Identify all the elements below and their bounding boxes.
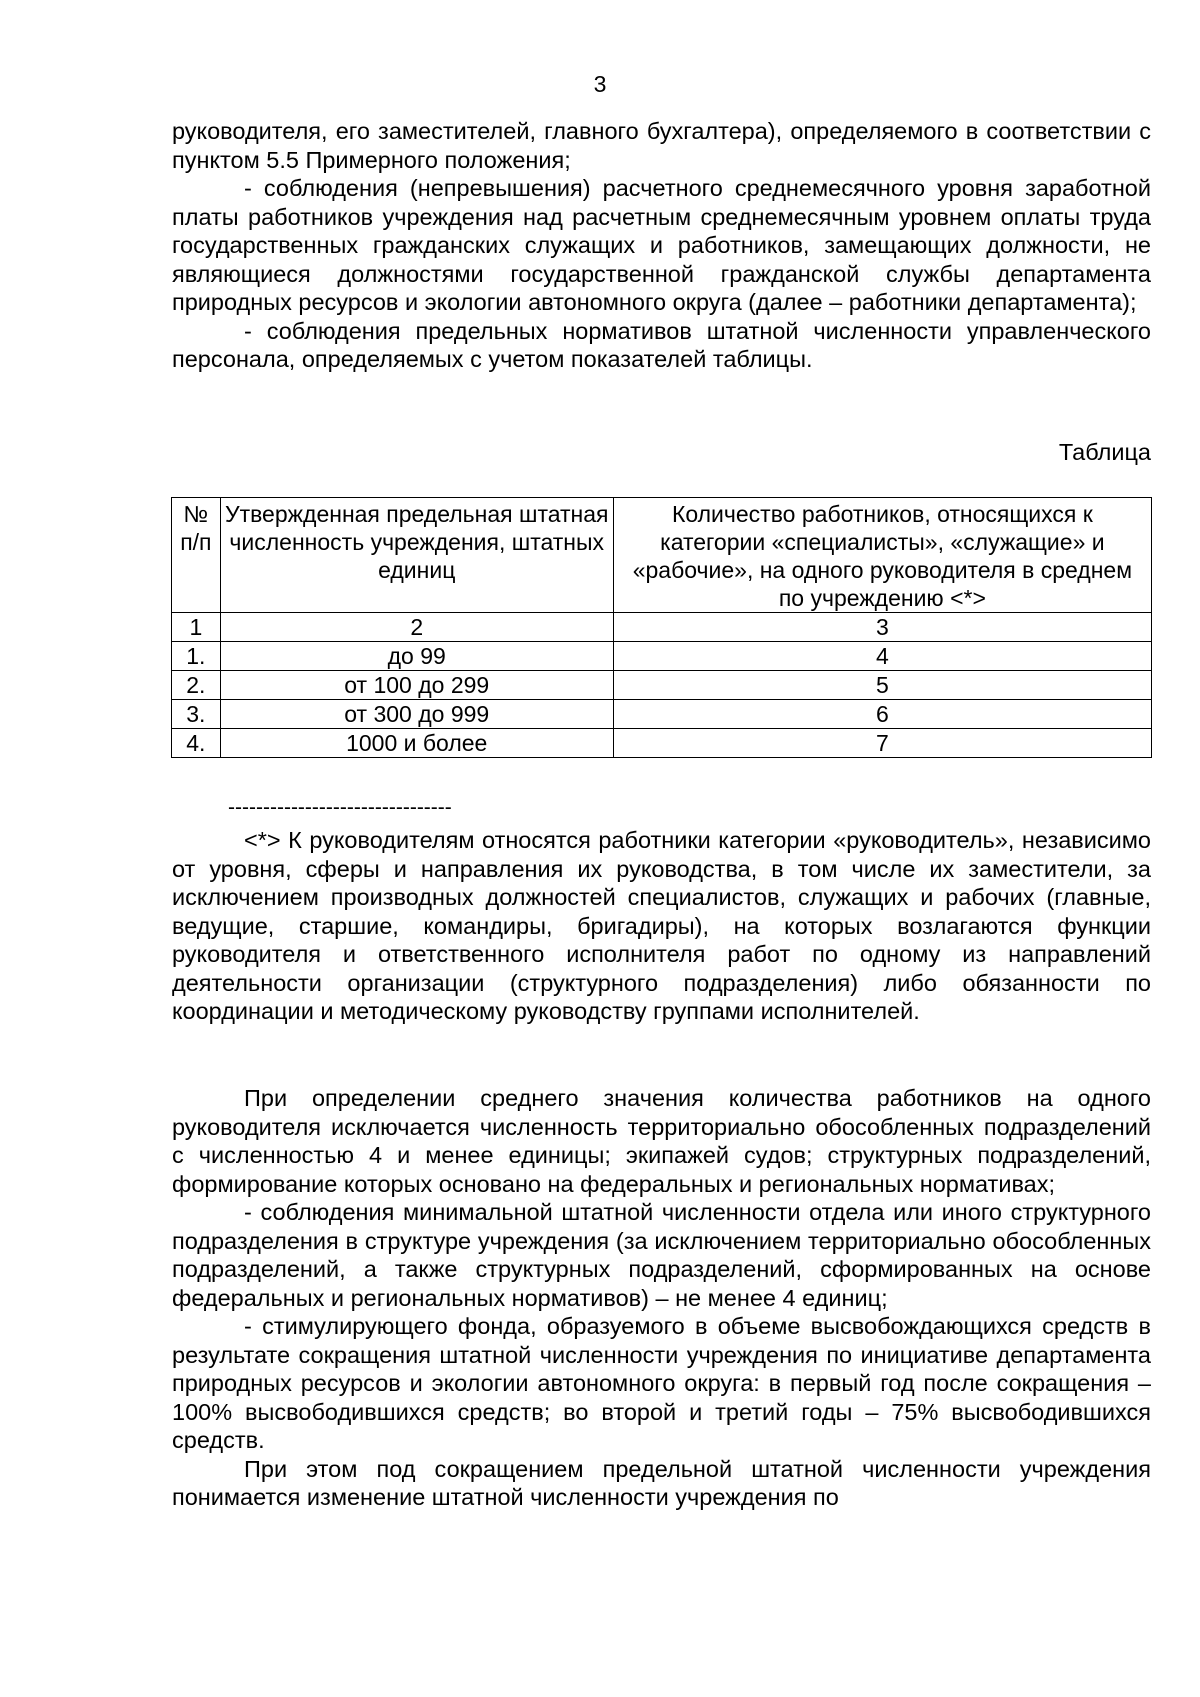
table-cell: 2. [172,671,221,700]
paragraph: При определении среднего значения количества работников на одного руководителя исключается численность территориально обособленных подразделений с численностью 4 и менее единицы; экипажей судов; структурных подразделений, формирование которых основано на федеральных и региональных нормативах; [172,1085,1151,1197]
page-number: 3 [593,71,607,97]
table-cell: 1 [172,613,221,642]
paragraph: - стимулирующего фонда, образуемого в объеме высвобождающихся средств в результате сокращения штатной численности учреждения по инициативе департамента природных ресурсов и экологии автономного округа: в первый год после сокращения – 100% высвободившихся средств; во второй и третий годы – 75% высвободившихся средств. [172,1313,1151,1453]
table-cell: 4 [613,642,1151,671]
table-cell: 3. [172,700,221,729]
table-row [172,700,1152,729]
bottom-text-block [172,1084,1151,1512]
table-cell: от 300 до 999 [220,700,613,729]
table-cell: 3 [613,613,1151,642]
table-cell: 6 [613,700,1151,729]
header-cell-ratio: Количество работников, относящихся к категории «специалисты», «служащие» и «рабочие», на одного руководителя в среднем по учреждению <*> [613,498,1151,613]
table-numbering-row [172,613,1152,642]
staff-norms-table [171,497,1152,758]
footnote-block [172,826,1151,1026]
table-header-row [172,498,1152,613]
table-row [172,729,1152,758]
footnote-text: <*> К руководителям относятся работники категории «руководитель», независимо от уровня, сферы и направления их руководства, в том числе их заместители, за исключением производных должностей специалистов, служащих и рабочих (главные, ведущие, старшие, командиры, бригадиры), на которых возлагаются функции руководителя и ответственного исполнителя работ по одному из направлений деятельности организации (структурного подразделения) либо обязанности по координации и методическому руководству группами исполнителей. [172,827,1151,1024]
table-cell: до 99 [220,642,613,671]
header-cell-number: № п/п [172,498,221,613]
table-row [172,642,1152,671]
paragraph: - соблюдения минимальной штатной численности отдела или иного структурного подразделения в структуре учреждения (за исключением территориально обособленных подразделений, а также структурных подразделений, сформированных на основе федеральных и региональных нормативов) – не менее 4 единиц; [172,1199,1151,1311]
table-row [172,671,1152,700]
paragraph: - соблюдения предельных нормативов штатной численности управленческого персонала, определяемых с учетом показателей таблицы. [172,317,1151,372]
table-cell: 7 [613,729,1151,758]
table-cell: 1000 и более [220,729,613,758]
paragraph: руководителя, его заместителей, главного бухгалтера), определяемого в соответствии с пунктом 5.5 Примерного положения; [172,118,1151,173]
paragraph: При этом под сокращением предельной штатной численности учреждения понимается изменение штатной численности учреждения по [172,1455,1151,1510]
table-cell: от 100 до 299 [220,671,613,700]
table-cell: 2 [220,613,613,642]
table-cell: 5 [613,671,1151,700]
table-cell: 4. [172,729,221,758]
top-text-block [172,117,1151,374]
header-cell-headcount: Утвержденная предельная штатная численность учреждения, штатных единиц [220,498,613,613]
table-caption: Таблица [1058,439,1151,465]
table-cell: 1. [172,642,221,671]
paragraph: - соблюдения (непревышения) расчетного среднемесячного уровня заработной платы работников учреждения над расчетным среднемесячным уровнем оплаты труда государственных гражданских служащих и работников, замещающих должности, не являющиеся должностями государственной гражданской службы департамента природных ресурсов и экологии автономного округа (далее – работники департамента); [172,175,1151,315]
footnote-separator: -------------------------------- [228,796,452,819]
